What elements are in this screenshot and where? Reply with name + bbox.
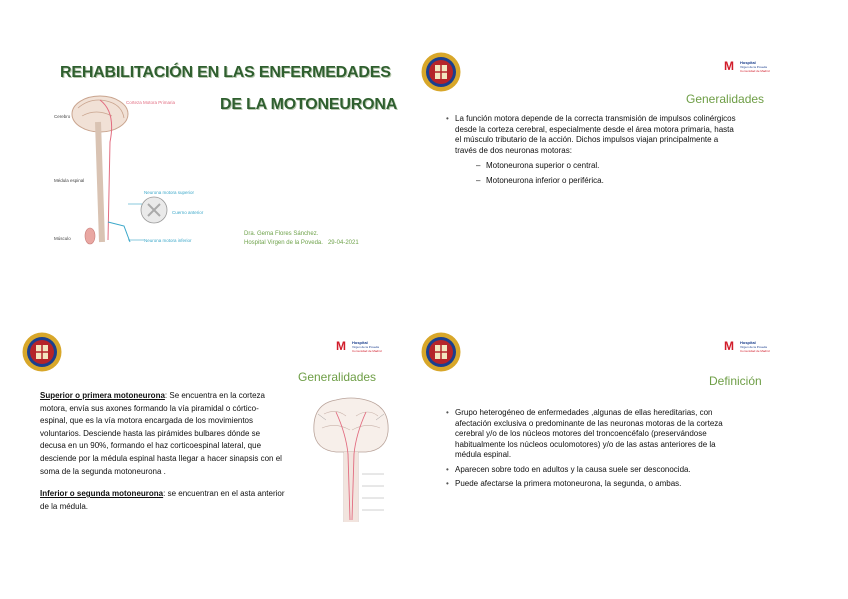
hospital-logo [724,60,768,76]
definition-line-1: • Grupo heterogéneo de enfermedades ,algunas de ellas hereditarias, con [455,408,713,417]
figure-label-cerebro: Cerebro [54,114,71,119]
inferior-label: Inferior o segunda motoneurona [40,489,164,498]
hospital-logo-line2: Virgen de la Poveda [352,345,379,349]
hospital-logo-line1: Hospital [740,60,756,65]
slide-generalidades-1 [424,30,848,280]
university-seal-icon [421,52,461,92]
hospital-logo-line3: Comunidad de Madrid [352,349,382,353]
superior-line-7: soma de la segunda motoneurona . [40,466,166,476]
hospital-logo-mark: M [336,339,346,353]
university-seal-icon [421,332,461,372]
superior-line-2: motora, envía sus axones formando la vía piramidal o córtico- [40,403,259,413]
figure-label-corteza: Corteza Motora Primaria [126,100,176,105]
author-hospital-line [244,239,359,248]
inferior-line-1: : se encuentran en el asta anterior [163,489,285,498]
section-heading: Definición [709,374,762,388]
figure-label-cuerno: Cuerno anterior [172,210,204,215]
superior-line-5: decusa en un 90%, formando el haz corticoespinal lateral, que [40,441,262,451]
bullet-item [446,114,776,156]
motoneurona-types [476,158,604,188]
hospital-logo-line1: Hospital [352,340,368,345]
brain-spinal-cord-illustration [306,394,396,524]
motor-pathway-illustration [52,92,242,252]
presentation-title-line2: DE LA MOTONEURONA [220,96,398,113]
hospital-logo-mark: M [724,59,734,73]
inferior-paragraph [40,488,310,513]
bullet-line-1: • La función motora depende de la correcta transmisión de impulsos colinérgicos [455,114,736,123]
definition-line-3: cerebral y/o de los núcleos motores del troncoencéfalo (preservándose [455,429,707,438]
slide-generalidades-2 [0,320,424,570]
generalidades-bullets [446,114,776,156]
bullet-line-2: desde la corteza cerebral, especialmente desde el área motora primaria, hasta [455,124,734,134]
slide-definicion [424,320,848,570]
hospital-logo-line2: Virgen de la Poveda [740,345,767,349]
figure-label-superior: Neurona motora superior [144,190,195,195]
hospital-logo [724,340,768,356]
section-heading: Generalidades [686,92,765,106]
hospital-logo-mark: M [724,339,734,353]
superior-line-3: espinal, que es la vía motora encargada de los movimientos [40,416,254,426]
section-heading: Generalidades [298,370,377,384]
definicion-bullets [446,408,768,490]
presentation-title-line1: REHABILITACIÓN EN LAS ENFERMEDADES [60,64,391,81]
hospital-logo-line2: Virgen de la Poveda [740,65,767,69]
hospital-logo [336,340,380,356]
university-seal-icon [22,332,62,372]
bullet-item-definition [446,408,768,461]
figure-label-medula: Médula espinal [54,178,85,183]
hospital-logo-line1: Hospital [740,340,756,345]
sub-item-inferior: – Motoneurona inferior o periférica. [476,173,604,188]
slide-title [0,30,424,280]
superior-line-1: : Se encuentra en la corteza [164,391,265,400]
bullet-line-3: el músculo tributario de la acción. Dichos impulsos viajan principalmente a [455,135,719,144]
inferior-line-2: de la médula. [40,501,89,511]
author-hospital: Hospital Virgen de la Poveda. [244,240,323,246]
bullet-line-4: través de dos neuronas motoras: [455,145,572,155]
hospital-logo-line3: Comunidad de Madrid [740,69,770,73]
bullet-item-affected: • Puede afectarse la primera motoneurona, la segunda, o ambas. [446,479,768,490]
figure-label-inferior: Neurona motora inferior [144,238,192,243]
bullet-item-adults: • Aparecen sobre todo en adultos y la causa suele ser desconocida. [446,465,768,476]
definition-line-4: habitualmente los núcleos oculomotores) y/o de las astas anteriores de la [455,439,716,449]
superior-line-6: desciende por la médula espinal hasta llegar a hacer sinapsis con el [40,453,282,463]
superior-label: Superior o primera motoneurona [40,391,165,400]
sub-item-superior: – Motoneurona superior o central. [476,158,604,173]
definition-line-2: afectación exclusiva o predominante de las neuronas motoras de la corteza [455,418,723,428]
presentation-date: 29-04-2021 [327,240,359,246]
superior-paragraph [40,390,310,478]
superior-line-4: voluntarios. Desciende hasta las pirámides bulbares dónde se [40,428,261,438]
author-name: Dra. Gema Flores Sánchez. [244,231,319,237]
hospital-logo-line3: Comunidad de Madrid [740,349,770,353]
figure-label-musculo: Músculo [54,236,71,241]
author-block [244,230,359,248]
definition-line-5: médula espinal. [455,450,512,459]
